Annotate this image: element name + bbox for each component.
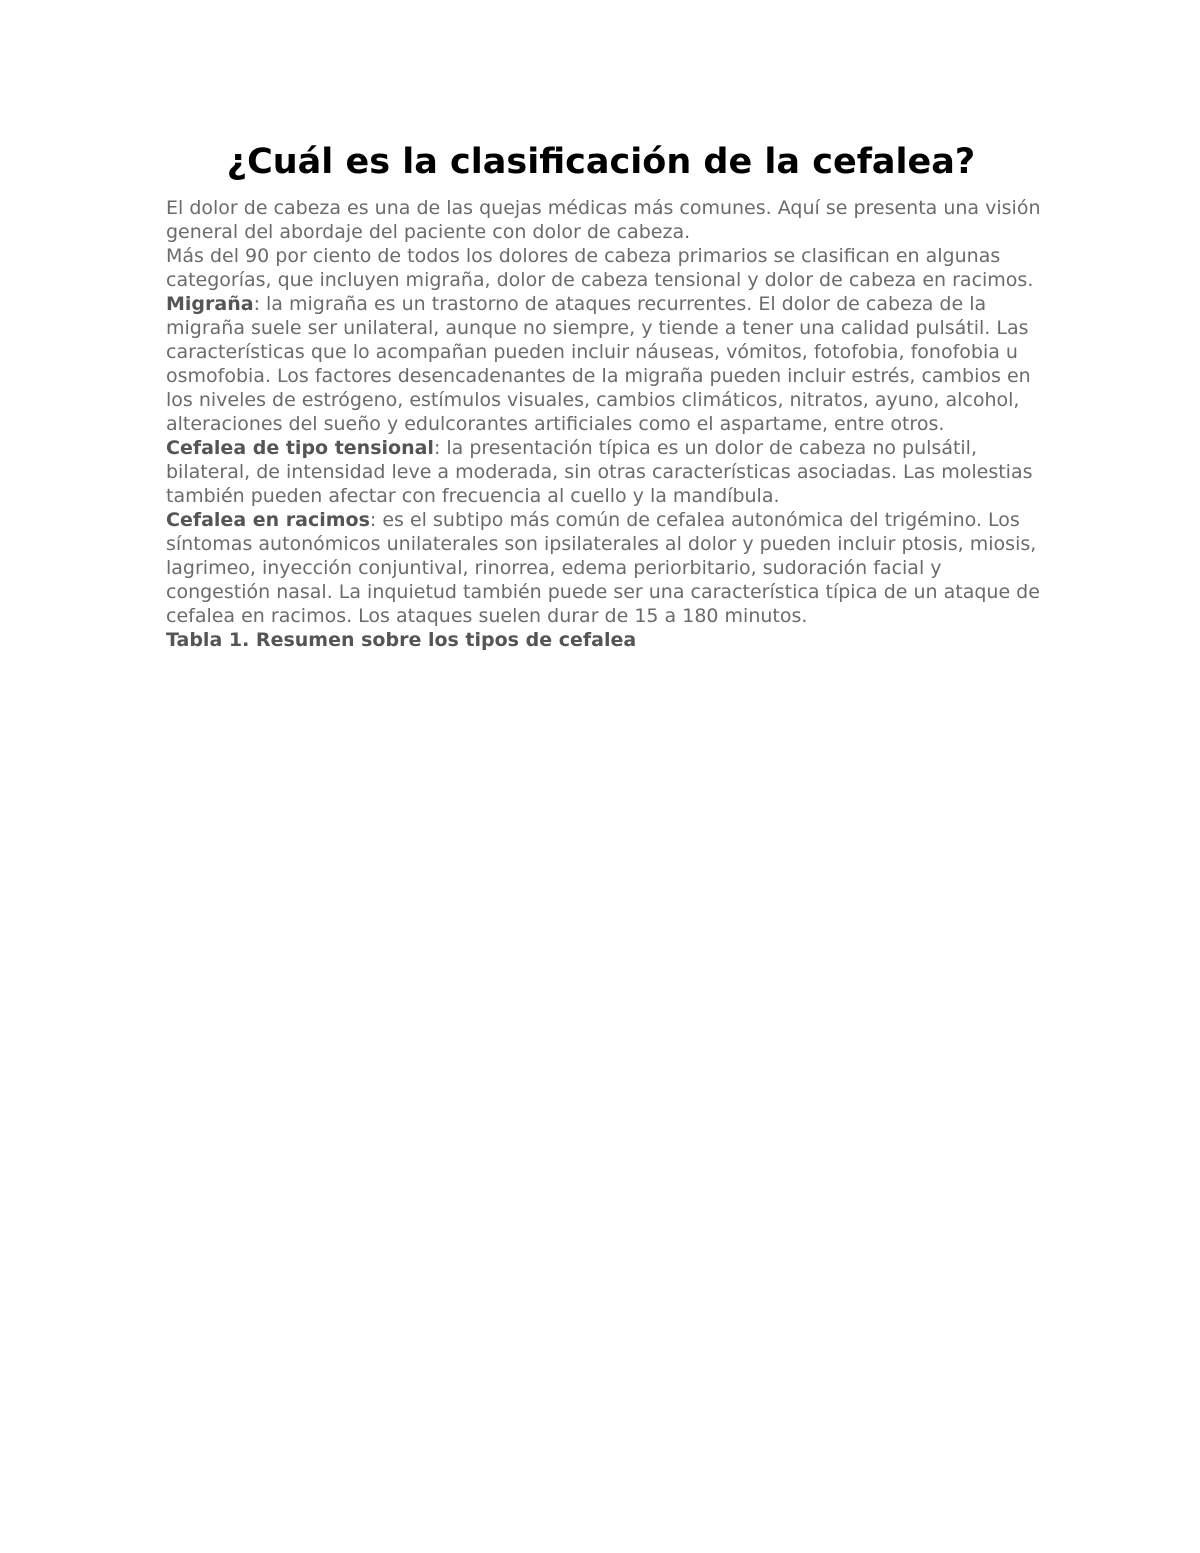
section-cluster-headache — [166, 508, 1046, 628]
section-term: Migraña — [166, 293, 254, 315]
intro-paragraph: El dolor de cabeza es una de las quejas médicas más comunes. Aquí se presenta una visión general del abordaje del paciente con dolor de cabeza. — [166, 197, 1041, 243]
document-page — [166, 138, 1046, 652]
section-migraine — [166, 292, 1046, 436]
section-term: Cefalea de tipo tensional — [166, 437, 434, 459]
section-term: Cefalea en racimos — [166, 509, 370, 531]
section-text: : la migraña es un trastorno de ataques recurrentes. El dolor de cabeza de la migraña suele ser unilateral, aunque no siempre, y tiende a tener una calidad pulsátil. Las características que lo acompañan pueden incluir náuseas, vómitos, fotofobia, fonofobia u osmofobia. Los factores desencadenantes de la migraña pueden incluir estrés, cambios en los niveles de estrógeno, estímulos visuales, cambios climáticos, nitratos, ayuno, alcohol, alteraciones del sueño y edulcorantes artificiales como el aspartame, entre otros. — [166, 293, 1031, 435]
document-body — [166, 196, 1046, 652]
table-caption: Tabla 1. Resumen sobre los tipos de cefalea — [166, 629, 637, 651]
page-title: ¿Cuál es la clasificación de la cefalea? — [226, 142, 976, 182]
section-tension-headache — [166, 436, 1046, 508]
intro-paragraph-2: Más del 90 por ciento de todos los dolores de cabeza primarios se clasifican en algunas categorías, que incluyen migraña, dolor de cabeza tensional y dolor de cabeza en racimos. — [166, 245, 1034, 291]
section-text: : es el subtipo más común de cefalea autonómica del trigémino. Los síntomas autonómicos unilaterales son ipsilaterales al dolor y pueden incluir ptosis, miosis, lagrimeo, inyección conjuntival, rinorrea, edema periorbitario, sudoración facial y congestión nasal. La inquietud también puede ser una característica típica de un ataque de cefalea en racimos. Los ataques suelen durar de 15 a 180 minutos. — [166, 509, 1040, 627]
section-text: : la presentación típica es un dolor de cabeza no pulsátil, bilateral, de intensidad leve a moderada, sin otras características asociadas. Las molestias también pueden afectar con frecuencia al cuello y la mandíbula. — [166, 437, 1033, 507]
